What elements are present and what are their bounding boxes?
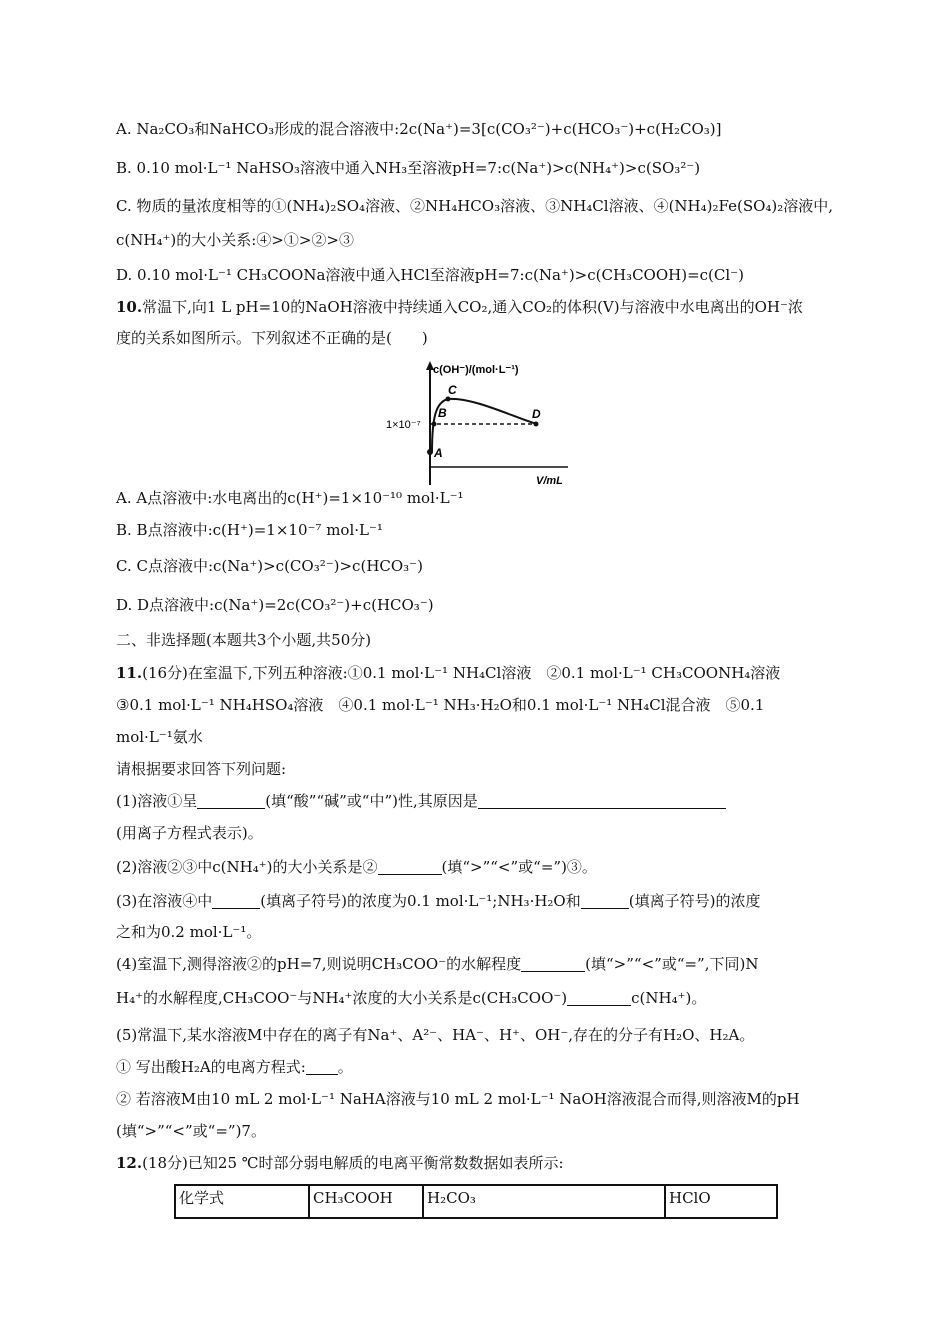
label-c: C (448, 383, 457, 397)
q9-option-d: D. 0.10 mol·L⁻¹ CH₃COONa溶液中通入HCl至溶液pH=7:c(Na⁺)>c(CH₃COOH)=c(Cl⁻) (116, 266, 744, 284)
label-a: A (434, 446, 443, 460)
label-b: B (438, 406, 447, 420)
answer-blank[interactable] (197, 792, 265, 809)
table-header-cell: CH₃COOH (309, 1185, 423, 1218)
oh-curve (432, 399, 537, 452)
q11-part3-text: (3)在溶液④中 (116, 892, 213, 910)
q9-option-c-line1: C. 物质的量浓度相等的①(NH₄)₂SO₄溶液、②NH₄HCO₃溶液、③NH₄Cl溶液、④(NH₄)₂Fe(SO₄)₂溶液中, (116, 197, 834, 215)
q10-option-d: D. D点溶液中:c(Na⁺)=2c(CO₃²⁻)+c(HCO₃⁻) (116, 596, 434, 614)
q10-option-a: A. A点溶液中:水电离出的c(H⁺)=1×10⁻¹⁰ mol·L⁻¹ (116, 489, 464, 507)
table-header-cell: HClO (665, 1185, 777, 1218)
table-header-row (175, 1185, 777, 1218)
answer-blank[interactable] (478, 792, 726, 809)
q11-part2-text2: (填“>”“<”或“=”)③。 (441, 858, 597, 876)
ionization-constant-table (174, 1184, 778, 1219)
x-axis-label: V/mL (536, 475, 563, 487)
point-d (534, 422, 539, 427)
q11-part5-sub2-cont: (填“>”“<”或“=”)7。 (116, 1122, 266, 1140)
q11-part4-cont (116, 988, 706, 1008)
y-axis-label: c(OH⁻)/(mol·L⁻¹) (433, 364, 519, 376)
q12-stem-text: (18分)已知25 ℃时部分弱电解质的电离平衡常数数据如表所示: (142, 1154, 564, 1172)
point-a (427, 449, 433, 455)
q11-part4-text: (4)室温下,测得溶液②的pH=7,则说明CH₃COO⁻的水解程度 (116, 955, 522, 973)
answer-blank[interactable] (306, 1058, 338, 1075)
q11-stem-line1 (116, 663, 780, 683)
q10-stem-line2: 度的关系如图所示。下列叙述不正确的是( ) (116, 329, 428, 347)
q11-part5-sub1-end: 。 (337, 1058, 353, 1076)
q9-option-a: A. Na₂CO₃和NaHCO₃形成的混合溶液中:2c(Na⁺)=3[c(CO₃²⁻)+c(HCO₃⁻)+c(H₂CO₃)] (116, 120, 722, 138)
q11-stem-text: (16分)在室温下,下列五种溶液:①0.1 mol·L⁻¹ NH₄Cl溶液 ②0.1 mol·L⁻¹ CH₃COONH₄溶液 (142, 664, 781, 682)
answer-blank[interactable] (521, 955, 585, 972)
table-header-cell: 化学式 (175, 1185, 309, 1218)
answer-blank[interactable] (567, 989, 631, 1006)
answer-blank[interactable] (212, 892, 260, 909)
q11-part2 (116, 857, 597, 877)
q10-stem-text: 常温下,向1 L pH=10的NaOH溶液中持续通入CO₂,通入CO₂的体积(V)与溶液中水电离出的OH⁻浓 (142, 298, 803, 316)
q10-stem-line1 (116, 297, 803, 317)
q11-stem-line2: ③0.1 mol·L⁻¹ NH₄HSO₄溶液 ④0.1 mol·L⁻¹ NH₃·H₂O和0.1 mol·L⁻¹ NH₄Cl混合液 ⑤0.1 (116, 696, 765, 714)
answer-blank[interactable] (581, 892, 629, 909)
q11-part5: (5)常温下,某水溶液M中存在的离子有Na⁺、A²⁻、HA⁻、H⁺、OH⁻,存在的分子有H₂O、H₂A。 (116, 1026, 755, 1044)
q11-part3-text3: (填离子符号)的浓度 (628, 892, 761, 910)
q11-part2-text: (2)溶液②③中c(NH₄⁺)的大小关系是② (116, 858, 378, 876)
point-c (446, 397, 451, 402)
q11-part5-sub2: ② 若溶液M由10 mL 2 mol·L⁻¹ NaHA溶液与10 mL 2 mol·L⁻¹ NaOH溶液混合而得,则溶液M的pH (116, 1090, 800, 1108)
q11-part3-text2: (填离子符号)的浓度为0.1 mol·L⁻¹;NH₃·H₂O和 (260, 892, 581, 910)
q9-option-c-line2: c(NH₄⁺)的大小关系:④>①>②>③ (116, 231, 355, 249)
label-d: D (532, 407, 541, 421)
q11-part1-cont: (用离子方程式表示)。 (116, 824, 263, 842)
q10-option-c: C. C点溶液中:c(Na⁺)>c(CO₃²⁻)>c(HCO₃⁻) (116, 557, 423, 575)
q11-part4 (116, 954, 758, 974)
q11-part3 (116, 891, 760, 911)
table-header-cell: H₂CO₃ (423, 1185, 665, 1218)
q12-number: 12. (116, 1154, 143, 1172)
q11-part1 (116, 791, 726, 811)
q11-part4-text3: H₄⁺的水解程度,CH₃COO⁻与NH₄⁺浓度的大小关系是c(CH₃COO⁻) (116, 989, 568, 1007)
q11-instruction: 请根据要求回答下列问题: (116, 760, 287, 778)
q11-number: 11. (116, 664, 143, 682)
q11-part5-sub1-text: ① 写出酸H₂A的电离方程式: (116, 1058, 306, 1076)
q11-part3-cont: 之和为0.2 mol·L⁻¹。 (116, 923, 262, 941)
q10-option-b: B. B点溶液中:c(H⁺)=1×10⁻⁷ mol·L⁻¹ (116, 521, 383, 539)
q11-part1-text: (1)溶液①呈 (116, 792, 198, 810)
q9-option-b: B. 0.10 mol·L⁻¹ NaHSO₃溶液中通入NH₃至溶液pH=7:c(Na⁺)>c(NH₄⁺)>c(SO₃²⁻) (116, 159, 701, 177)
q11-stem-line3: mol·L⁻¹氨水 (116, 728, 203, 746)
section-heading: 二、非选择题(本题共3个小题,共50分) (116, 631, 372, 649)
q11-part4-text4: c(NH₄⁺)。 (631, 989, 707, 1007)
answer-blank[interactable] (378, 858, 442, 875)
q11-part4-text2: (填“>”“<”或“=”,下同)N (585, 955, 759, 973)
oh-concentration-graph (378, 357, 578, 489)
point-b (432, 422, 437, 427)
q10-number: 10. (116, 298, 143, 316)
q12-stem (116, 1153, 564, 1173)
q11-part5-sub1 (116, 1057, 353, 1077)
q11-part1-text2: (填“酸”“碱”或“中”)性,其原因是 (265, 792, 478, 810)
y-tick-label: 1×10⁻⁷ (386, 419, 421, 431)
